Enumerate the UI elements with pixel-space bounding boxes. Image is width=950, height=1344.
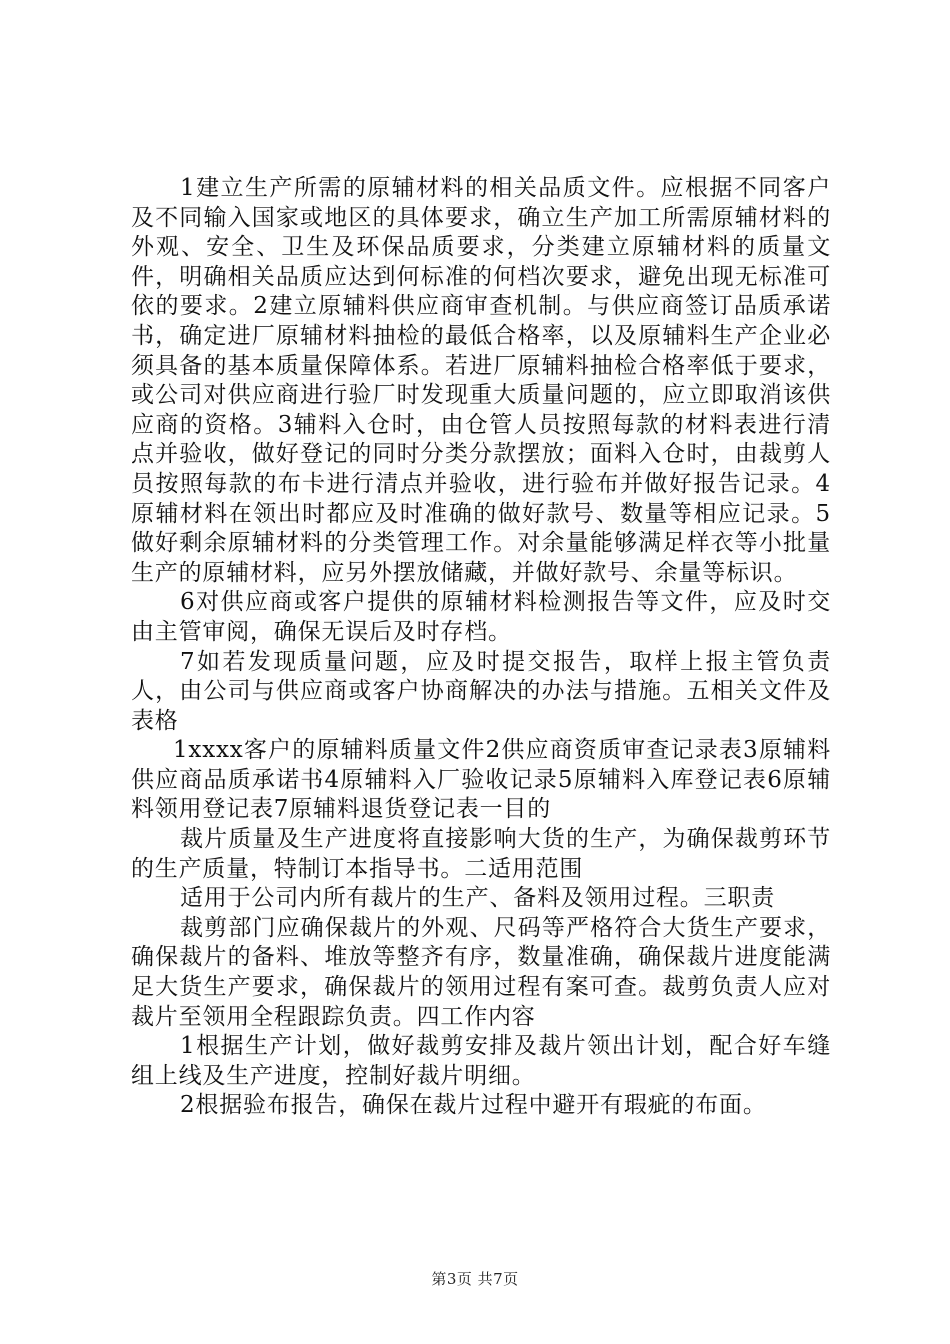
paragraph-3: 7如若发现质量问题，应及时提交报告，取样上报主管负责人，由公司与供应商或客户协商解决的办法与措施。五相关文件及表格 [131,648,831,734]
page-number-footer: 第3页 共7页 [431,1270,519,1288]
paragraph-1: 1建立生产所需的原辅材料的相关品质文件。应根据不同客户及不同输入国家或地区的具体要求，确立生产加工所需原辅材料的外观、安全、卫生及环保品质要求，分类建立原辅材料的质量文件，明确相关品质应达到何标准的何档次要求，避免出现无标准可依的要求。2建立原辅料供应商审查机制。与供应商签订品质承诺书，确定进厂原辅材料抽检的最低合格率，以及原辅料生产企业必须具备的基本质量保障体系。若进厂原辅料抽检合格率低于要求，或公司对供应商进行验厂时发现重大质量问题的，应立即取消该供应商的资格。3辅料入仓时，由仓管人员按照每款的材料表进行清点并验收，做好登记的同时分类分款摆放；面料入仓时，由裁剪人员按照每款的布卡进行清点并验收，进行验布并做好报告记录。4原辅材料在领出时都应及时准确的做好款号、数量等相应记录。5做好剩余原辅材料的分类管理工作。对余量能够满足样衣等小批量生产的原辅材料，应另外摆放储藏，并做好款号、余量等标识。 [131,175,831,586]
paragraph-2: 6对供应商或客户提供的原辅材料检测报告等文件，应及时交由主管审阅，确保无误后及时存档。 [131,589,831,645]
paragraph-9: 2根据验布报告，确保在裁片过程中避开有瑕疵的布面。 [180,1092,767,1119]
paragraph-5: 裁片质量及生产进度将直接影响大货的生产，为确保裁剪环节的生产质量，特制订本指导书。二适用范围 [131,826,831,882]
paragraph-4: 1xxxx客户的原辅料质量文件2供应商资质审查记录表3原辅料供应商品质承诺书4原辅料入厂验收记录5原辅料入库登记表6原辅料领用登记表7原辅料退货登记表一目的 [131,737,831,823]
paragraph-6: 适用于公司内所有裁片的生产、备料及领用过程。三职责 [180,885,775,912]
paragraph-8: 1根据生产计划，做好裁剪安排及裁片领出计划，配合好车缝组上线及生产进度，控制好裁片明细。 [131,1033,831,1089]
document-body [131,174,831,1121]
paragraph-7: 裁剪部门应确保裁片的外观、尺码等严格符合大货生产要求，确保裁片的备料、堆放等整齐有序，数量准确，确保裁片进度能满足大货生产要求，确保裁片的领用过程有案可查。裁剪负责人应对裁片至领用全程跟踪负责。四工作内容 [131,914,831,1030]
